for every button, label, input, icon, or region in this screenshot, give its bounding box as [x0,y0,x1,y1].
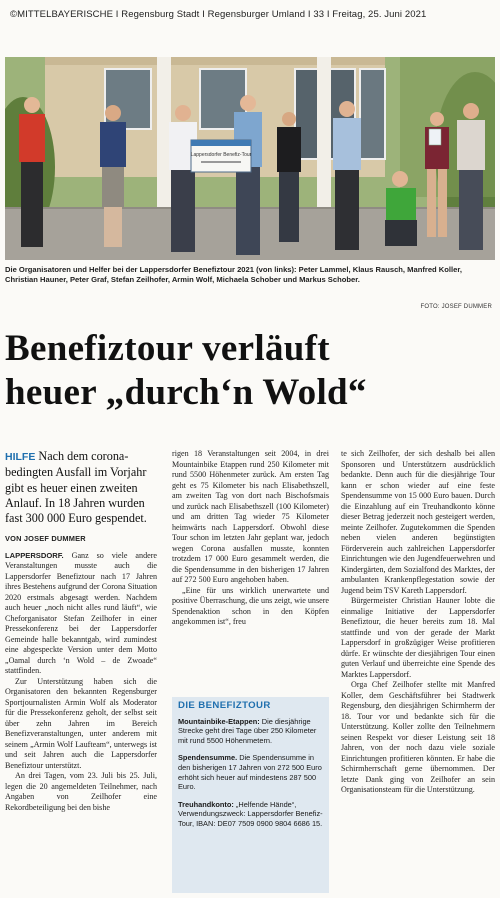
info-item-label: Treuhandkonto: [178,799,234,809]
paragraph [5,551,157,677]
article-column-3 [341,449,495,796]
headline-line-2: heuer „durch‘n Wold“ [5,372,367,413]
info-box [172,697,329,893]
headline-line-1: Benefiztour verläuft [5,328,330,369]
dateline: LAPPERSDORF. [5,550,64,560]
kicker: HILFE [5,451,36,463]
byline: VON JOSEF DUMMER [5,534,86,544]
teaser-text: Nach dem coronabedingten Ausfall im Vorjahr gibt es heuer einen zweiten Anlauf. In 18 Jahren wurden fast 300 000 Euro gespendet. [5,449,147,526]
info-item-text: Die Spendensumme in den bisherigen 17 Jahren von 272 500 Euro erhöht sich heuer auf mindestens 287 500 Euro. [178,753,322,792]
photo-credit: FOTO: JOSEF DUMMER [420,304,492,310]
info-item-spendensumme [178,753,323,791]
paragraph: „Eine für uns wirklich unerwartete und positive Überraschung, die uns zeigt, wie unsere Spendenaktion schon in den Köpfen angekommen ist“, freu [172,585,329,626]
masthead: ©MITTELBAYERISCHE I Regensburg Stadt I Regensburger Umland I 33 I Freitag, 25. Juni 2021 [10,9,427,20]
paragraph: An drei Tagen, vom 23. Juli bis 25. Juli, legen die 20 angemeldeten Teilnehmer, nach Angaben von Zeilhofer eine Rekordbeteiligung bei den bishe [5,771,157,812]
info-item-label: Spendensumme. [178,753,238,763]
info-item-text: Die diesjährige Strecke geht drei Tage über 250 Kilometer mit rund 5500 Höhenmetern. [178,716,317,745]
photo-caption: Die Organisatoren und Helfer bei der Lappersdorfer Benefiztour 2021 (von links): Peter Lammel, Klaus Rausch, Manfred Koller, Christian Hauner, Peter Graf, Stefan Zeilhofer, Armin Wolf, Michaela Schober und Markus Schober. [5,265,463,284]
cheque-text: Lappersdorfer Benefiz-Tour [190,152,252,158]
paragraph-text: Ganz so viele andere Veranstaltungen musste auch die Lappersdorfer Benefiztour nach 17 Jahren ihres Bestehens aufgrund der Corona Situation 2020 erstmals abgesagt werden. Nachdem auch heuer „noch nicht alles rund läuft“, wie Cheforganisator Stefan Zeilhofer in einer Pressekonferenz bei der Lappersdorfer Gemeinde halle bekanntgab, wird zumindest eine abgespeckte Version unter dem Motto „Oamal durch ‘n Wold – de Zwoade“ stattfinden. [5,550,158,676]
info-item-etappen [178,717,323,746]
paragraph: rigen 18 Veranstaltungen seit 2004, in drei Mountainbike Etappen rund 250 Kilometer mit rund 5500 Höhenmeter zurück. Am ersten Tag geht es 75 Kilometer bis nach Elisabethszell, am zweiten Tag von dort nach Bischofsmais und zurück nach Elisabethszell (100 Kilometer) und am dritten Tag wieder 75 Kilometer heimwärts nach Lappersdorf. Obwohl diese Tour schon im letzten Jahr geplant war, jedoch wegen Corona ausfallen musste, konnten trotzdem 17 000 Euro gesammelt werden, die die Spendensumme in den bisherigen 17 Jahren auf 272 500 Euro angehoben haben. [172,449,329,584]
paragraph: Zur Unterstützung haben sich die Organisatoren den bekannten Regensburger Sportjournalisten Armin Wolf als Moderator für die Pressekonferenz geholt, der selbst seit über zehn Jahren im Bereich Benefizveranstaltungen, unter anderem mit seinem „Armin Wolf Laufteam“, unterwegs ist und seit Jahren auch die Lappersdorfer Benefiztour unterstützt. [5,676,157,770]
article-column-2 [172,449,329,628]
info-item-text: „Helfende Hände“, Verwendungszweck: Lappersdorfer Benefiz-Tour, IBAN: DE07 7509 0900 9804 6686 15. [178,799,323,828]
info-box-title: DIE BENEFIZTOUR [178,700,271,711]
paragraph: Bürgermeister Christian Hauner lobte die einmalige Initiative der Lappersdorfer Benefiztour, die heuer bereits zum 18. Mal stattfinde und von der gerade der Markt Lappersdorf in großzügiger Weise profitieren dürfe. Er wünschte der diesjährigen Tour einen guten Verlauf und überreichte eine Spende des Marktes Lappersdorf. [341,596,495,679]
paragraph: te sich Zeilhofer, der sich deshalb bei allen Sponsoren und Unterstützern ausdrücklich bedankte. Denn auch für die diesjährige Tour kann er schon wieder auf eine feste Spendensumme von 15 000 Euro bauen. Durch die Einzahlung auf ein Treuhandkonto könne dieser Betrag jederzeit noch gesteigert werden, meinte Zeilhofer. Zugutekommen die Spenden neben vielen anderen begünstigten Förderverein auch zahlreichen Lappersdorfer Einrichtungen wie den Jugendfeuerwehren und Kindergärten, dem Sozialfond des Marktes, der ambulanten Krankenpflegestation sowie der Jugend beim TSV Kareth Lappersdorf. [341,449,495,595]
article-column-1 [5,449,157,813]
teaser [5,449,157,526]
group-photo [5,57,495,260]
info-item-treuhandkonto [178,800,323,829]
info-item-label: Mountainbike-Etappen: [178,716,260,726]
headline [5,327,495,415]
paragraph: Orga Chef Zeilhofer stellte mit Manfred Koller, dem Geschäftsführer bei Stadtwerk Regensburg, den diesjährigen Schirmherrn der 18. Tour vor und bedankte sich für die Unterstützung. Koller zollte den Teilnehmern seinen Respekt vor dieser Leistung seit 18 Jahren, von der noch dazu viele soziale Einrichtungen profitieren könnten. Er habe die Schirmherrschaft gerne übernommen. Der letzte Dank ging von Zeilhofer an sein Organisationsteam für die Unterstützung. [341,680,495,794]
